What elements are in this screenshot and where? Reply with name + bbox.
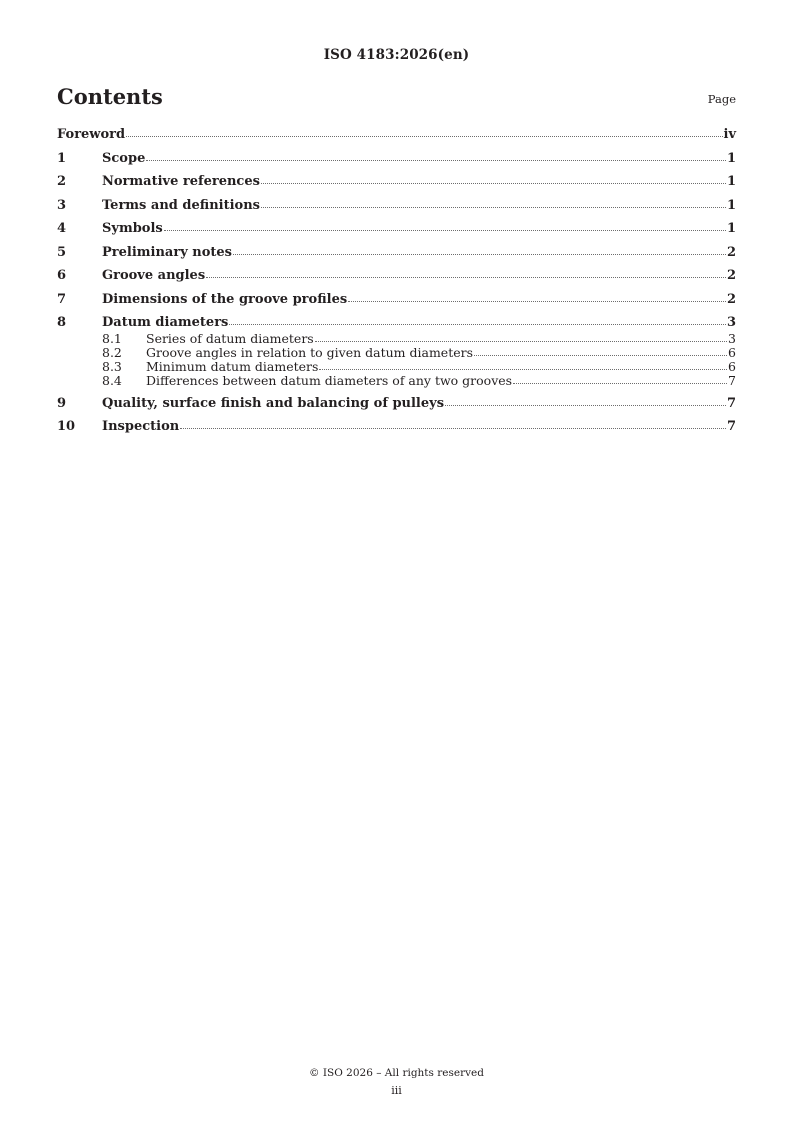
- toc-entry-dimensions-of-groove-profiles[interactable]: [57, 292, 736, 308]
- toc-subentry-page: 7: [728, 373, 736, 388]
- toc-entry-number: 5: [57, 244, 67, 260]
- page-number: iii: [391, 1084, 402, 1097]
- toc-entry-title: Normative references: [102, 174, 260, 189]
- toc-entry-number: 9: [57, 395, 67, 411]
- toc-subentry-page: 3: [728, 331, 736, 346]
- toc-entry-page: 3: [726, 315, 736, 330]
- toc-entry-title: Quality, surface finish and balancing of pulleys: [102, 395, 445, 411]
- dot-leader: [319, 369, 727, 370]
- toc-entry-title: Terms and definitions: [102, 197, 260, 213]
- toc-entry-title: Inspection: [102, 419, 180, 434]
- toc-entry-page: 1: [726, 221, 736, 236]
- dot-leader: [513, 383, 727, 384]
- toc-entry-number: 4: [57, 221, 67, 236]
- toc-entry-number: 8: [57, 315, 67, 330]
- toc-subentry-title: Groove angles in relation to given datum diameters: [146, 345, 474, 360]
- toc-entry-title: Foreword: [57, 127, 126, 142]
- toc-entry-number: 2: [57, 174, 67, 189]
- dot-leader: [261, 183, 726, 184]
- toc-subentry-page: 6: [728, 359, 736, 374]
- toc-entry-inspection[interactable]: [57, 419, 736, 435]
- toc-subentry-series-of-datum-diameters[interactable]: [57, 332, 736, 346]
- dot-leader: [164, 230, 726, 231]
- dot-leader: [229, 324, 726, 325]
- toc-entry-title: Preliminary notes: [102, 244, 232, 260]
- toc-entry-title: Symbols: [102, 221, 163, 236]
- copyright-notice: © ISO 2026 – All rights reserved: [309, 1067, 484, 1079]
- toc-entry-symbols[interactable]: [57, 221, 736, 237]
- toc-subentry-title: Differences between datum diameters of any two grooves: [146, 373, 513, 388]
- toc-entry-page: 7: [726, 419, 736, 434]
- dot-leader: [146, 160, 726, 161]
- toc-subentry-page: 6: [728, 345, 736, 360]
- dot-leader: [348, 301, 726, 302]
- toc-entry-page: 1: [726, 197, 736, 213]
- toc-subentry-number: 8.4: [102, 373, 122, 388]
- toc-entry-page: 2: [726, 244, 736, 260]
- toc-entry-title: Dimensions of the groove profiles: [102, 291, 348, 307]
- toc-entry-number: 6: [57, 268, 67, 283]
- dot-leader: [126, 136, 722, 137]
- toc-entry-number: 3: [57, 197, 67, 213]
- dot-leader: [474, 355, 727, 356]
- toc-entry-page: iv: [723, 127, 736, 142]
- toc-entry-foreword[interactable]: [57, 127, 736, 143]
- document-id: ISO 4183:2026(en): [323, 47, 470, 63]
- toc-subentry-title: Series of datum diameters: [146, 331, 314, 346]
- toc-entry-terms-and-definitions[interactable]: [57, 198, 736, 214]
- toc-entry-datum-diameters[interactable]: [57, 315, 736, 331]
- toc-subentry-groove-angles-datum-diameters[interactable]: [57, 346, 736, 360]
- toc-entry-page: 2: [726, 268, 736, 283]
- toc-subentry-minimum-datum-diameters[interactable]: [57, 360, 736, 374]
- dot-leader: [445, 405, 726, 406]
- toc-entry-page: 7: [726, 395, 736, 411]
- toc-entry-normative-references[interactable]: [57, 174, 736, 190]
- toc-entry-title: Groove angles: [102, 268, 206, 283]
- toc-entry-page: 1: [726, 150, 736, 166]
- contents-heading: Contents: [57, 84, 163, 109]
- toc-subentry-title: Minimum datum diameters: [146, 359, 319, 374]
- toc-entry-number: 1: [57, 150, 67, 166]
- toc-entry-page: 1: [726, 174, 736, 189]
- toc-subentry-number: 8.2: [102, 345, 122, 360]
- toc-subentry-number: 8.1: [102, 331, 122, 346]
- toc-entry-scope[interactable]: [57, 151, 736, 167]
- toc-entry-title: Scope: [102, 150, 146, 166]
- toc-entry-number: 10: [57, 419, 76, 434]
- toc-subentry-differences-between-datum-diameters[interactable]: [57, 374, 736, 388]
- toc-subentry-number: 8.3: [102, 359, 122, 374]
- toc-entry-number: 7: [57, 291, 67, 307]
- dot-leader: [261, 207, 726, 208]
- toc-entry-groove-angles[interactable]: [57, 268, 736, 284]
- toc-entry-preliminary-notes[interactable]: [57, 245, 736, 261]
- table-of-contents: [57, 127, 736, 435]
- toc-entry-quality-surface-finish[interactable]: [57, 396, 736, 412]
- toc-entry-page: 2: [726, 291, 736, 307]
- toc-entry-title: Datum diameters: [102, 315, 229, 330]
- dot-leader: [206, 277, 726, 278]
- page-column-label: Page: [707, 92, 736, 106]
- dot-leader: [233, 254, 726, 255]
- dot-leader: [315, 341, 727, 342]
- dot-leader: [180, 428, 726, 429]
